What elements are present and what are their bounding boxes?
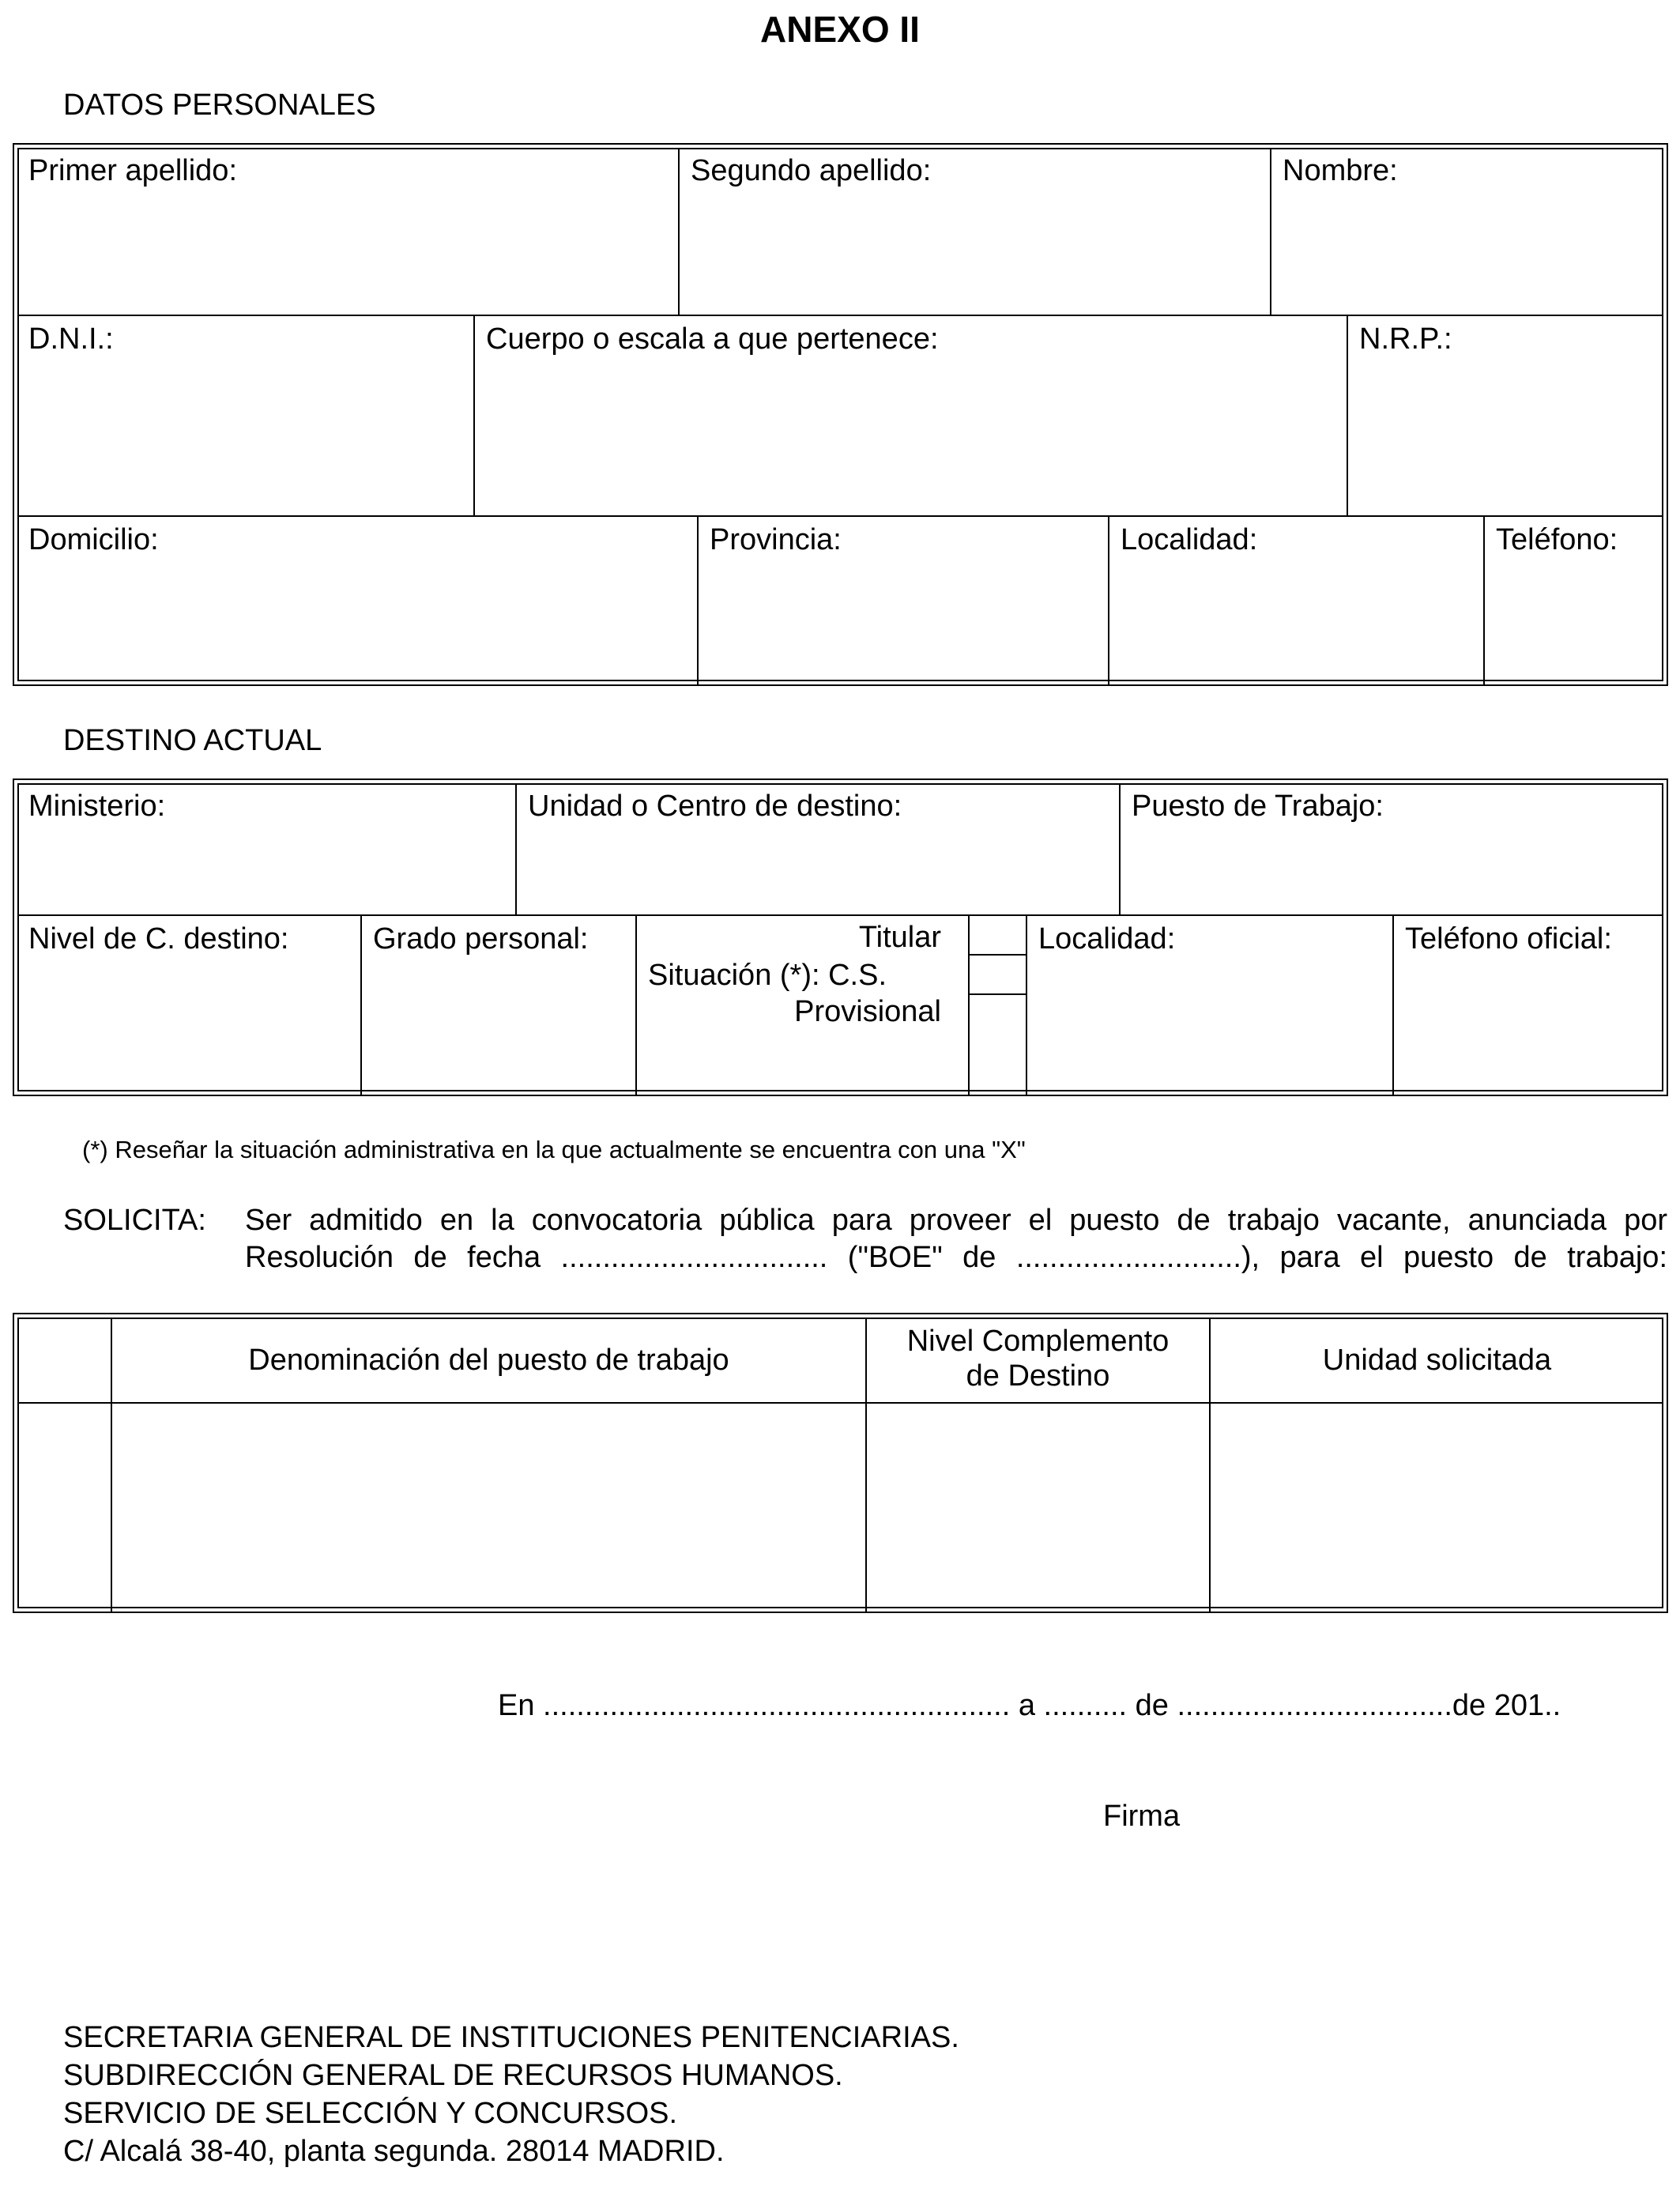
footer-line-1: SECRETARIA GENERAL DE INSTITUCIONES PENITENCIARIAS.: [63, 2021, 959, 2054]
checkbox-provisional[interactable]: [970, 995, 1026, 1033]
grado-personal-field[interactable]: [362, 916, 635, 1095]
unidad-centro-label: Unidad o Centro de destino:: [528, 790, 902, 823]
checkbox-titular[interactable]: [970, 916, 1026, 954]
footer-line-4: C/ Alcalá 38-40, planta segunda. 28014 MADRID.: [63, 2135, 725, 2168]
solicita-line2: Resolución de fecha ................................ ("BOE" de ...........................), para el puesto de trabajo:: [245, 1241, 1667, 1274]
domicilio-label: Domicilio:: [28, 523, 159, 556]
segundo-apellido-field[interactable]: [680, 148, 1270, 315]
footer-line-2: SUBDIRECCIÓN GENERAL DE RECURSOS HUMANOS.: [63, 2059, 843, 2092]
col-nivel-header-line2: de Destino: [966, 1359, 1110, 1393]
nrp-label: N.R.P.:: [1359, 322, 1452, 356]
puesto-trabajo-label: Puesto de Trabajo:: [1132, 790, 1384, 823]
situacion-titular-label: Titular: [858, 921, 941, 954]
solicita-label: SOLICITA:: [63, 1204, 206, 1237]
telefono-oficial-label: Teléfono oficial:: [1405, 922, 1612, 956]
nivel-destino-field[interactable]: [17, 916, 360, 1095]
date-line: En ........................................................ a .......... de .................................de 201..: [498, 1689, 1561, 1722]
ministerio-field[interactable]: [17, 783, 515, 914]
firma-label: Firma: [1103, 1800, 1181, 1833]
localidad-destino-label: Localidad:: [1038, 922, 1176, 956]
situacion-note: (*) Reseñar la situación administrativa en la que actualmente se encuentra con una "X": [82, 1136, 1026, 1163]
situacion-cs-label: Situación (*): C.S.: [648, 959, 887, 992]
unidad-solicitada-field[interactable]: [1211, 1404, 1663, 1612]
nombre-field[interactable]: [1271, 148, 1663, 315]
section-heading-destino: DESTINO ACTUAL: [63, 724, 322, 757]
dni-label: D.N.I.:: [28, 322, 114, 356]
telefono-oficial-field[interactable]: [1394, 916, 1663, 1095]
situacion-cell: [637, 916, 968, 1095]
provincia-field[interactable]: [699, 517, 1108, 684]
solicita-line1: Ser admitido en la convocatoria pública para proveer el puesto de trabajo vacante, anunciada por: [245, 1204, 1667, 1237]
telefono-field[interactable]: [1485, 517, 1663, 684]
nivel-destino-label: Nivel de C. destino:: [28, 922, 289, 956]
nrp-field[interactable]: [1348, 316, 1663, 515]
personal-data-table: [13, 143, 1668, 686]
localidad-field[interactable]: [1109, 517, 1483, 684]
situacion-provisional-label: Provisional: [794, 995, 941, 1028]
telefono-label: Teléfono:: [1496, 523, 1618, 556]
ministerio-label: Ministerio:: [28, 790, 166, 823]
page-title: ANEXO II: [760, 9, 920, 50]
provincia-label: Provincia:: [710, 523, 842, 556]
section-heading-personal: DATOS PERSONALES: [63, 89, 376, 122]
col-nivel-header-line1: Nivel Complemento: [906, 1325, 1170, 1358]
grado-personal-label: Grado personal:: [373, 922, 589, 956]
localidad-destino-field[interactable]: [1027, 916, 1392, 1095]
dni-field[interactable]: [17, 316, 473, 515]
nivel-complemento-field[interactable]: [867, 1404, 1209, 1612]
segundo-apellido-label: Segundo apellido:: [691, 154, 932, 187]
primer-apellido-field[interactable]: [17, 148, 678, 315]
col-denominacion-header: Denominación del puesto de trabajo: [248, 1344, 729, 1377]
unidad-centro-field[interactable]: [517, 783, 1119, 914]
denominacion-field[interactable]: [112, 1404, 865, 1612]
checkbox-cs[interactable]: [970, 956, 1026, 993]
domicilio-field[interactable]: [17, 517, 697, 684]
destino-table: [13, 778, 1668, 1096]
primer-apellido-label: Primer apellido:: [28, 154, 237, 187]
puesto-table: [13, 1313, 1668, 1613]
cuerpo-label: Cuerpo o escala a que pertenece:: [486, 322, 939, 356]
cuerpo-field[interactable]: [475, 316, 1347, 515]
footer-line-3: SERVICIO DE SELECCIÓN Y CONCURSOS.: [63, 2097, 678, 2130]
row-number-field[interactable]: [17, 1404, 111, 1612]
localidad-label: Localidad:: [1121, 523, 1258, 556]
nombre-label: Nombre:: [1283, 154, 1398, 187]
puesto-trabajo-field[interactable]: [1121, 783, 1663, 914]
col-unidad-header: Unidad solicitada: [1322, 1344, 1552, 1377]
